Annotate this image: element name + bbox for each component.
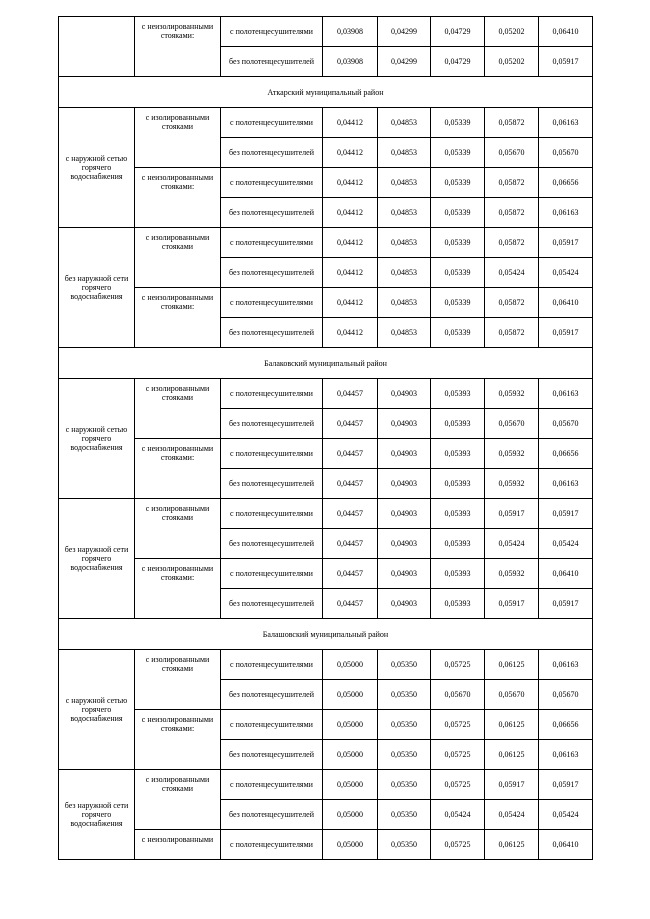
value-cell: 0,04412 (323, 138, 378, 168)
subcategory-cell: с неизолированными стояками: (135, 288, 221, 348)
value-cell: 0,06125 (485, 830, 539, 860)
value-cell: 0,05393 (431, 379, 485, 409)
value-cell: 0,05670 (485, 680, 539, 710)
value-cell: 0,04903 (378, 469, 431, 499)
value-cell: 0,05350 (378, 830, 431, 860)
value-cell: 0,05202 (485, 47, 539, 77)
value-cell: 0,05872 (485, 198, 539, 228)
table-row (59, 17, 593, 47)
value-cell: 0,04853 (378, 108, 431, 138)
value-cell: 0,05339 (431, 258, 485, 288)
value-cell: 0,04412 (323, 168, 378, 198)
rail-cell: с полотенцесушителями (221, 559, 323, 589)
value-cell: 0,05917 (539, 770, 593, 800)
tariff-table (58, 16, 593, 860)
value-cell: 0,05917 (539, 318, 593, 348)
value-cell: 0,05424 (485, 800, 539, 830)
value-cell: 0,04412 (323, 288, 378, 318)
value-cell: 0,05424 (431, 800, 485, 830)
table-row (59, 228, 593, 258)
subcategory-cell: с изолированными стояками (135, 228, 221, 288)
value-cell: 0,05670 (485, 409, 539, 439)
table-row (59, 379, 593, 409)
value-cell: 0,04853 (378, 288, 431, 318)
table-row (59, 168, 593, 198)
value-cell: 0,05872 (485, 228, 539, 258)
value-cell: 0,05339 (431, 318, 485, 348)
value-cell: 0,04457 (323, 409, 378, 439)
value-cell: 0,04729 (431, 47, 485, 77)
category-cell: без наружной сети горячего водоснабжения (59, 228, 135, 348)
value-cell: 0,05350 (378, 740, 431, 770)
value-cell: 0,06163 (539, 379, 593, 409)
value-cell: 0,05872 (485, 108, 539, 138)
value-cell: 0,06125 (485, 710, 539, 740)
value-cell: 0,05932 (485, 559, 539, 589)
value-cell: 0,04729 (431, 17, 485, 47)
rail-cell: с полотенцесушителями (221, 379, 323, 409)
value-cell: 0,05350 (378, 800, 431, 830)
value-cell: 0,05339 (431, 138, 485, 168)
category-cell: без наружной сети горячего водоснабжения (59, 499, 135, 619)
value-cell: 0,04853 (378, 258, 431, 288)
value-cell: 0,03908 (323, 47, 378, 77)
value-cell: 0,05350 (378, 680, 431, 710)
value-cell: 0,05339 (431, 108, 485, 138)
value-cell: 0,03908 (323, 17, 378, 47)
subcategory-cell: с изолированными стояками (135, 108, 221, 168)
rail-cell: без полотенцесушителей (221, 469, 323, 499)
district-row (59, 619, 593, 650)
value-cell: 0,05932 (485, 379, 539, 409)
value-cell: 0,05725 (431, 770, 485, 800)
value-cell: 0,04903 (378, 499, 431, 529)
value-cell: 0,05917 (539, 499, 593, 529)
value-cell: 0,05393 (431, 409, 485, 439)
rail-cell: с полотенцесушителями (221, 439, 323, 469)
value-cell: 0,04903 (378, 589, 431, 619)
subcategory-cell: с неизолированными стояками: (135, 439, 221, 499)
value-cell: 0,04457 (323, 529, 378, 559)
value-cell: 0,06125 (485, 650, 539, 680)
subcategory-cell: с неизолированными стояками: (135, 168, 221, 228)
value-cell: 0,05917 (539, 589, 593, 619)
rail-cell: без полотенцесушителей (221, 680, 323, 710)
value-cell: 0,05339 (431, 288, 485, 318)
subcategory-cell: с неизолированными (135, 830, 221, 860)
value-cell: 0,05917 (539, 228, 593, 258)
rail-cell: с полотенцесушителями (221, 710, 323, 740)
rail-cell: с полотенцесушителями (221, 228, 323, 258)
value-cell: 0,04457 (323, 589, 378, 619)
rail-cell: с полотенцесушителями (221, 168, 323, 198)
value-cell: 0,05339 (431, 198, 485, 228)
value-cell: 0,06125 (485, 740, 539, 770)
value-cell: 0,05670 (539, 409, 593, 439)
table-row (59, 770, 593, 800)
value-cell: 0,06656 (539, 439, 593, 469)
subcategory-cell: с неизолированными стояками: (135, 559, 221, 619)
value-cell: 0,06410 (539, 288, 593, 318)
value-cell: 0,05917 (485, 589, 539, 619)
value-cell: 0,05424 (539, 258, 593, 288)
value-cell: 0,04853 (378, 138, 431, 168)
value-cell: 0,05393 (431, 529, 485, 559)
value-cell: 0,06656 (539, 168, 593, 198)
rail-cell: без полотенцесушителей (221, 198, 323, 228)
value-cell: 0,04299 (378, 47, 431, 77)
subcategory-cell: с неизолированными стояками: (135, 17, 221, 77)
table-row (59, 499, 593, 529)
value-cell: 0,04412 (323, 198, 378, 228)
value-cell: 0,05424 (485, 529, 539, 559)
value-cell: 0,06410 (539, 830, 593, 860)
value-cell: 0,04457 (323, 439, 378, 469)
value-cell: 0,04412 (323, 258, 378, 288)
rail-cell: без полотенцесушителей (221, 318, 323, 348)
value-cell: 0,05670 (539, 680, 593, 710)
table-row (59, 288, 593, 318)
district-name: Балаковский муниципальный район (59, 348, 593, 379)
value-cell: 0,06410 (539, 559, 593, 589)
value-cell: 0,05872 (485, 288, 539, 318)
value-cell: 0,04903 (378, 379, 431, 409)
value-cell: 0,04853 (378, 198, 431, 228)
value-cell: 0,05725 (431, 740, 485, 770)
table-row (59, 108, 593, 138)
table-row (59, 439, 593, 469)
table-body (59, 17, 593, 860)
value-cell: 0,04903 (378, 439, 431, 469)
district-row (59, 77, 593, 108)
value-cell: 0,05000 (323, 650, 378, 680)
district-name: Аткарский муниципальный район (59, 77, 593, 108)
value-cell: 0,05917 (539, 47, 593, 77)
value-cell: 0,04412 (323, 318, 378, 348)
value-cell: 0,04457 (323, 499, 378, 529)
rail-cell: с полотенцесушителями (221, 499, 323, 529)
rail-cell: без полотенцесушителей (221, 258, 323, 288)
subcategory-cell: с изолированными стояками (135, 770, 221, 830)
rail-cell: без полотенцесушителей (221, 138, 323, 168)
value-cell: 0,04853 (378, 168, 431, 198)
value-cell: 0,05393 (431, 469, 485, 499)
value-cell: 0,05917 (485, 499, 539, 529)
value-cell: 0,05202 (485, 17, 539, 47)
value-cell: 0,05872 (485, 318, 539, 348)
value-cell: 0,05000 (323, 680, 378, 710)
value-cell: 0,05339 (431, 168, 485, 198)
table-row (59, 650, 593, 680)
category-cell: с наружной сетью горячего водоснабжения (59, 108, 135, 228)
rail-cell: без полотенцесушителей (221, 47, 323, 77)
subcategory-cell: с изолированными стояками (135, 499, 221, 559)
rail-cell: без полотенцесушителей (221, 409, 323, 439)
category-cell: с наружной сетью горячего водоснабжения (59, 379, 135, 499)
value-cell: 0,04457 (323, 379, 378, 409)
district-name: Балашовский муниципальный район (59, 619, 593, 650)
rail-cell: с полотенцесушителями (221, 650, 323, 680)
value-cell: 0,04457 (323, 469, 378, 499)
value-cell: 0,04299 (378, 17, 431, 47)
value-cell: 0,04457 (323, 559, 378, 589)
value-cell: 0,05932 (485, 439, 539, 469)
rail-cell: без полотенцесушителей (221, 800, 323, 830)
table-row (59, 710, 593, 740)
value-cell: 0,04412 (323, 228, 378, 258)
value-cell: 0,04412 (323, 108, 378, 138)
rail-cell: без полотенцесушителей (221, 529, 323, 559)
value-cell: 0,05670 (539, 138, 593, 168)
value-cell: 0,05393 (431, 439, 485, 469)
value-cell: 0,05725 (431, 650, 485, 680)
value-cell: 0,04903 (378, 559, 431, 589)
value-cell: 0,05339 (431, 228, 485, 258)
value-cell: 0,06163 (539, 108, 593, 138)
category-cell-empty (59, 17, 135, 77)
value-cell: 0,05670 (485, 138, 539, 168)
value-cell: 0,05393 (431, 499, 485, 529)
value-cell: 0,05424 (485, 258, 539, 288)
rail-cell: с полотенцесушителями (221, 830, 323, 860)
table-row (59, 559, 593, 589)
district-row (59, 348, 593, 379)
subcategory-cell: с изолированными стояками (135, 379, 221, 439)
value-cell: 0,05424 (539, 800, 593, 830)
value-cell: 0,04903 (378, 529, 431, 559)
value-cell: 0,06163 (539, 469, 593, 499)
value-cell: 0,06163 (539, 198, 593, 228)
value-cell: 0,05000 (323, 710, 378, 740)
value-cell: 0,06163 (539, 650, 593, 680)
category-cell: с наружной сетью горячего водоснабжения (59, 650, 135, 770)
value-cell: 0,05350 (378, 770, 431, 800)
value-cell: 0,05350 (378, 650, 431, 680)
rail-cell: с полотенцесушителями (221, 108, 323, 138)
value-cell: 0,05725 (431, 830, 485, 860)
value-cell: 0,06163 (539, 740, 593, 770)
rail-cell: с полотенцесушителями (221, 288, 323, 318)
rail-cell: без полотенцесушителей (221, 740, 323, 770)
rail-cell: с полотенцесушителями (221, 17, 323, 47)
subcategory-cell: с изолированными стояками (135, 650, 221, 710)
value-cell: 0,05000 (323, 740, 378, 770)
rail-cell: без полотенцесушителей (221, 589, 323, 619)
value-cell: 0,05393 (431, 589, 485, 619)
value-cell: 0,05872 (485, 168, 539, 198)
value-cell: 0,05393 (431, 559, 485, 589)
value-cell: 0,05000 (323, 830, 378, 860)
value-cell: 0,06410 (539, 17, 593, 47)
category-cell: без наружной сети горячего водоснабжения (59, 770, 135, 860)
value-cell: 0,05725 (431, 710, 485, 740)
subcategory-cell: с неизолированными стояками: (135, 710, 221, 770)
rail-cell: с полотенцесушителями (221, 770, 323, 800)
value-cell: 0,04853 (378, 228, 431, 258)
value-cell: 0,05932 (485, 469, 539, 499)
value-cell: 0,04853 (378, 318, 431, 348)
value-cell: 0,05917 (485, 770, 539, 800)
value-cell: 0,05350 (378, 710, 431, 740)
value-cell: 0,05000 (323, 800, 378, 830)
value-cell: 0,05000 (323, 770, 378, 800)
table-row (59, 830, 593, 860)
value-cell: 0,04903 (378, 409, 431, 439)
value-cell: 0,05424 (539, 529, 593, 559)
value-cell: 0,05670 (431, 680, 485, 710)
value-cell: 0,06656 (539, 710, 593, 740)
